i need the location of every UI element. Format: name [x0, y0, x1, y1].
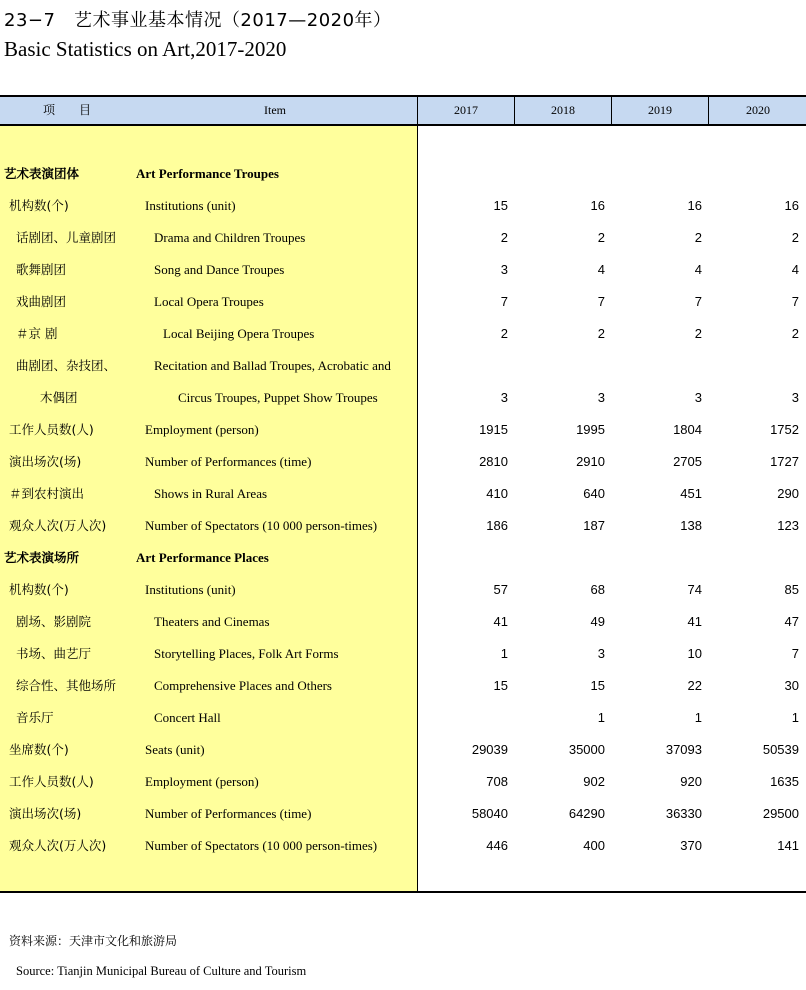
row-label-en: Seats (unit) — [145, 742, 205, 757]
value-cell: 16 — [687, 198, 702, 213]
value-cell: 3 — [500, 390, 508, 405]
row-label-en: Art Performance Troupes — [136, 166, 279, 181]
value-cell: 37093 — [665, 742, 702, 757]
value-cell: 41 — [493, 614, 508, 629]
value-cell: 7 — [791, 646, 799, 661]
value-cell: 123 — [777, 518, 799, 533]
row-label-cn: 剧场、影剧院 — [16, 614, 92, 629]
table-row — [0, 190, 806, 222]
value-cell: 74 — [687, 582, 702, 597]
value-cell: 1915 — [479, 422, 508, 437]
value-cell: 57 — [493, 582, 508, 597]
table-row — [0, 350, 806, 382]
value-cell: 7 — [694, 294, 702, 309]
row-label-cn: 工作人员数(人) — [9, 774, 94, 789]
value-cell: 708 — [486, 774, 508, 789]
value-cell: 2910 — [576, 454, 605, 469]
value-cell: 187 — [583, 518, 605, 533]
header-year-2020: 2020 — [746, 103, 770, 117]
row-label-en: Local Opera Troupes — [154, 294, 264, 309]
value-cell: 68 — [590, 582, 605, 597]
table-title-cn: 23−7 艺术事业基本情况（2017—2020年） — [4, 10, 392, 31]
value-cell: 41 — [687, 614, 702, 629]
header-item-cn: 项 目 — [42, 103, 97, 117]
value-cell: 3 — [597, 646, 605, 661]
row-label-cn: 艺术表演团体 — [4, 166, 80, 181]
row-label-cn: 曲剧团、杂技团、 — [16, 358, 117, 373]
value-cell: 141 — [777, 838, 799, 853]
value-cell: 400 — [583, 838, 605, 853]
row-label-en: Local Beijing Opera Troupes — [163, 326, 315, 341]
source-note-en: Source: Tianjin Municipal Bureau of Culture and Tourism — [16, 964, 307, 978]
value-cell: 2810 — [479, 454, 508, 469]
table-row — [0, 606, 806, 638]
table-row — [0, 318, 806, 350]
row-label-cn: 话剧团、儿童剧团 — [16, 230, 117, 245]
value-cell: 7 — [597, 294, 605, 309]
table-row — [0, 670, 806, 702]
value-cell: 2 — [694, 230, 702, 245]
value-cell: 22 — [687, 678, 702, 693]
table-row — [0, 798, 806, 830]
row-label-en: Drama and Children Troupes — [154, 230, 306, 245]
value-cell: 1727 — [770, 454, 799, 469]
table-row — [0, 158, 806, 190]
row-label-en: Number of Performances (time) — [145, 454, 312, 469]
value-cell: 1995 — [576, 422, 605, 437]
value-cell: 4 — [694, 262, 702, 277]
row-label-en: Institutions (unit) — [145, 198, 236, 213]
table-row — [0, 702, 806, 734]
value-cell: 3 — [791, 390, 799, 405]
table-row — [0, 574, 806, 606]
row-label-en: Employment (person) — [145, 774, 259, 789]
value-cell: 3 — [597, 390, 605, 405]
row-label-cn: 工作人员数(人) — [9, 422, 94, 437]
row-label-cn: 书场、曲艺厅 — [16, 646, 92, 661]
row-label-en: Number of Performances (time) — [145, 806, 312, 821]
row-label-cn: 综合性、其他场所 — [16, 678, 117, 693]
value-cell: 35000 — [568, 742, 605, 757]
value-cell: 4 — [597, 262, 605, 277]
source-note-cn: 资料来源：天津市文化和旅游局 — [9, 934, 178, 948]
value-cell: 2 — [597, 326, 605, 341]
value-cell: 1804 — [673, 422, 702, 437]
row-label-en: Recitation and Ballad Troupes, Acrobatic and — [154, 358, 391, 373]
value-cell: 7 — [791, 294, 799, 309]
row-label-en: Shows in Rural Areas — [154, 486, 268, 501]
value-cell: 1 — [694, 710, 702, 725]
value-cell: 2 — [694, 326, 702, 341]
row-label-cn: ＃到农村演出 — [9, 486, 85, 501]
value-cell: 58040 — [471, 806, 508, 821]
row-label-en: Concert Hall — [154, 710, 221, 725]
value-cell: 29500 — [762, 806, 799, 821]
value-cell: 2 — [500, 326, 508, 341]
value-cell: 49 — [590, 614, 605, 629]
value-cell: 7 — [500, 294, 508, 309]
value-cell: 85 — [784, 582, 799, 597]
value-cell: 410 — [486, 486, 508, 501]
row-label-cn: ＃京 剧 — [16, 326, 58, 341]
header-year-2019: 2019 — [648, 103, 672, 117]
row-label-en: Storytelling Places, Folk Art Forms — [154, 646, 339, 661]
value-cell: 446 — [486, 838, 508, 853]
value-cell: 16 — [590, 198, 605, 213]
row-label-cn: 木偶团 — [40, 390, 78, 405]
value-cell: 1752 — [770, 422, 799, 437]
value-cell: 1 — [791, 710, 799, 725]
value-cell: 902 — [583, 774, 605, 789]
row-label-cn: 演出场次(场) — [9, 806, 82, 821]
value-cell: 15 — [590, 678, 605, 693]
value-cell: 2705 — [673, 454, 702, 469]
value-cell: 920 — [680, 774, 702, 789]
value-cell: 64290 — [568, 806, 605, 821]
value-cell: 3 — [500, 262, 508, 277]
table-row — [0, 446, 806, 478]
value-cell: 1 — [597, 710, 605, 725]
value-cell: 10 — [687, 646, 702, 661]
value-cell: 640 — [583, 486, 605, 501]
row-label-cn: 观众人次(万人次) — [9, 838, 107, 853]
row-label-cn: 机构数(个) — [9, 582, 69, 597]
value-cell: 2 — [597, 230, 605, 245]
value-cell: 50539 — [762, 742, 799, 757]
value-cell: 451 — [680, 486, 702, 501]
header-year-2018: 2018 — [551, 103, 575, 117]
value-cell: 186 — [486, 518, 508, 533]
value-cell: 29039 — [471, 742, 508, 757]
table-row — [0, 830, 806, 862]
table-row — [0, 222, 806, 254]
table-row — [0, 286, 806, 318]
table-row — [0, 254, 806, 286]
row-label-cn: 艺术表演场所 — [4, 550, 80, 565]
table-bottom-rule — [0, 891, 806, 893]
row-label-en: Theaters and Cinemas — [154, 614, 270, 629]
row-label-cn: 演出场次(场) — [9, 454, 82, 469]
row-label-en: Institutions (unit) — [145, 582, 236, 597]
row-label-en: Circus Troupes, Puppet Show Troupes — [178, 390, 378, 405]
value-cell: 1 — [500, 646, 508, 661]
table-row — [0, 734, 806, 766]
header-year-2017: 2017 — [454, 103, 478, 117]
value-cell: 290 — [777, 486, 799, 501]
value-cell: 36330 — [665, 806, 702, 821]
value-cell: 2 — [791, 230, 799, 245]
value-cell: 15 — [493, 678, 508, 693]
value-cell: 1635 — [770, 774, 799, 789]
value-cell: 2 — [791, 326, 799, 341]
row-label-en: Employment (person) — [145, 422, 259, 437]
row-label-en: Number of Spectators (10 000 person-times) — [145, 518, 378, 533]
row-label-cn: 戏曲剧团 — [16, 294, 67, 309]
value-cell: 138 — [680, 518, 702, 533]
table-row — [0, 510, 806, 542]
value-cell: 370 — [680, 838, 702, 853]
value-cell: 30 — [784, 678, 799, 693]
value-cell: 15 — [493, 198, 508, 213]
row-label-cn: 机构数(个) — [9, 198, 69, 213]
table-title-en: Basic Statistics on Art,2017-2020 — [4, 37, 287, 61]
value-cell: 16 — [784, 198, 799, 213]
header-item-en: Item — [264, 103, 286, 117]
row-label-cn: 歌舞剧团 — [16, 262, 67, 277]
row-label-en: Comprehensive Places and Others — [154, 678, 332, 693]
row-label-cn: 观众人次(万人次) — [9, 518, 107, 533]
row-label-en: Song and Dance Troupes — [154, 262, 285, 277]
table-row — [0, 766, 806, 798]
value-cell: 47 — [784, 614, 799, 629]
table-row — [0, 382, 806, 414]
row-label-en: Art Performance Places — [136, 550, 269, 565]
value-cell: 4 — [791, 262, 799, 277]
table-row — [0, 414, 806, 446]
row-label-cn: 坐席数(个) — [9, 742, 69, 757]
value-cell: 2 — [500, 230, 508, 245]
value-cell: 3 — [694, 390, 702, 405]
row-label-en: Number of Spectators (10 000 person-times) — [145, 838, 378, 853]
table-row — [0, 638, 806, 670]
table-header-rule — [0, 124, 806, 126]
table-row — [0, 542, 806, 574]
table-row — [0, 478, 806, 510]
row-label-cn: 音乐厅 — [16, 710, 54, 725]
